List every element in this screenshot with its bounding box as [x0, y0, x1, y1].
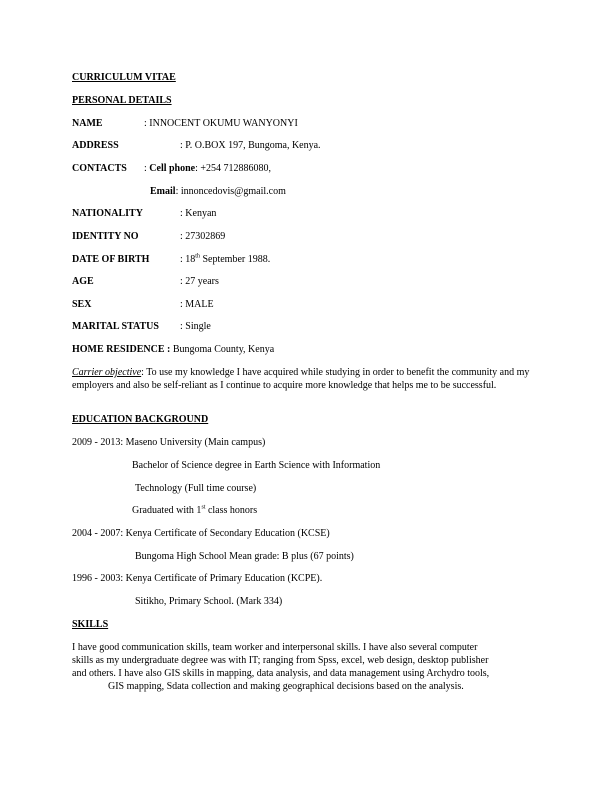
identity-value: : 27302869 [180, 231, 226, 242]
email-line [150, 186, 286, 198]
education-secondary-school: Bungoma High School Mean grade: B plus (67 points) [135, 551, 354, 562]
name-label: NAME [72, 118, 103, 129]
career-objective-label: Carrier objective [72, 367, 142, 378]
name-value: : INNOCENT OKUMU WANYONYI [144, 118, 298, 129]
dob-label: DATE OF BIRTH [72, 254, 150, 265]
sex-label: SEX [72, 299, 92, 310]
dob-value [180, 254, 270, 266]
marital-status-label: MARITAL STATUS [72, 321, 159, 332]
education-degree-cont: Technology (Full time course) [135, 483, 257, 494]
career-objective [72, 367, 542, 392]
email-value: : innoncedovis@gmail.com [175, 186, 286, 197]
home-residence-label: HOME RESIDENCE : [72, 344, 171, 355]
age-label: AGE [72, 276, 94, 287]
education-heading: EDUCATION BACKGROUND [72, 414, 209, 425]
age-value: : 27 years [180, 276, 219, 287]
education-primary-school: Sitikho, Primary School. (Mark 334) [135, 596, 283, 607]
dob-day: : 18 [180, 254, 196, 265]
cellphone-label: Cell phone [149, 163, 196, 174]
address-value: : P. O.BOX 197, Bungoma, Kenya. [180, 140, 321, 151]
contacts-label: CONTACTS [72, 163, 127, 174]
marital-status-value: : Single [180, 321, 211, 332]
skills-heading: SKILLS [72, 619, 109, 630]
cellphone-value: : +254 712886080, [195, 163, 272, 174]
personal-details-heading: PERSONAL DETAILS [72, 95, 172, 106]
dob-ordinal: th [195, 253, 200, 260]
education-secondary: 2004 - 2007: Kenya Certificate of Secondary Education (KCSE) [72, 528, 330, 539]
nationality-label: NATIONALITY [72, 208, 143, 219]
skills-line-1: I have good communication skills, team worker and interpersonal skills. I have also several computer [72, 642, 478, 653]
skills-line-3: and others. I have also GIS skills in mapping, data analysis, and data management using Archydro tools, [72, 668, 490, 679]
email-label: Email [150, 186, 176, 197]
identity-label: IDENTITY NO [72, 231, 139, 242]
dob-month-year: September 1988. [199, 254, 271, 265]
education-university: 2009 - 2013: Maseno University (Main campus) [72, 437, 266, 448]
education-primary: 1996 - 2003: Kenya Certificate of Primary Education (KCPE). [72, 573, 323, 584]
honors-prefix: Graduated with 1 [132, 505, 202, 516]
honors-ordinal: st [201, 504, 206, 511]
contacts-colon: : [144, 163, 147, 174]
sex-value: : MALE [180, 299, 214, 310]
home-residence-value: Bungoma County, Kenya [170, 344, 275, 355]
education-honors [132, 505, 257, 517]
skills-line-2: skills as my undergraduate degree was with IT; ranging from Spss, excel, web design, desktop publisher [72, 655, 489, 666]
education-degree: Bachelor of Science degree in Earth Science with Information [132, 460, 381, 471]
address-label: ADDRESS [72, 140, 119, 151]
nationality-value: : Kenyan [180, 208, 217, 219]
skills-line-4: GIS mapping, Sdata collection and making geographical decisions based on the analysis. [108, 681, 464, 692]
contacts-line [144, 163, 271, 175]
career-objective-text: : To use my knowledge I have acquired while studying in order to benefit the community and my employers and also be self-reliant as I continue to acquire more knowledge that helps me to be successful. [72, 367, 530, 391]
home-residence-line [72, 344, 274, 356]
cv-title: CURRICULUM VITAE [72, 72, 176, 83]
honors-suffix: class honors [205, 505, 258, 516]
